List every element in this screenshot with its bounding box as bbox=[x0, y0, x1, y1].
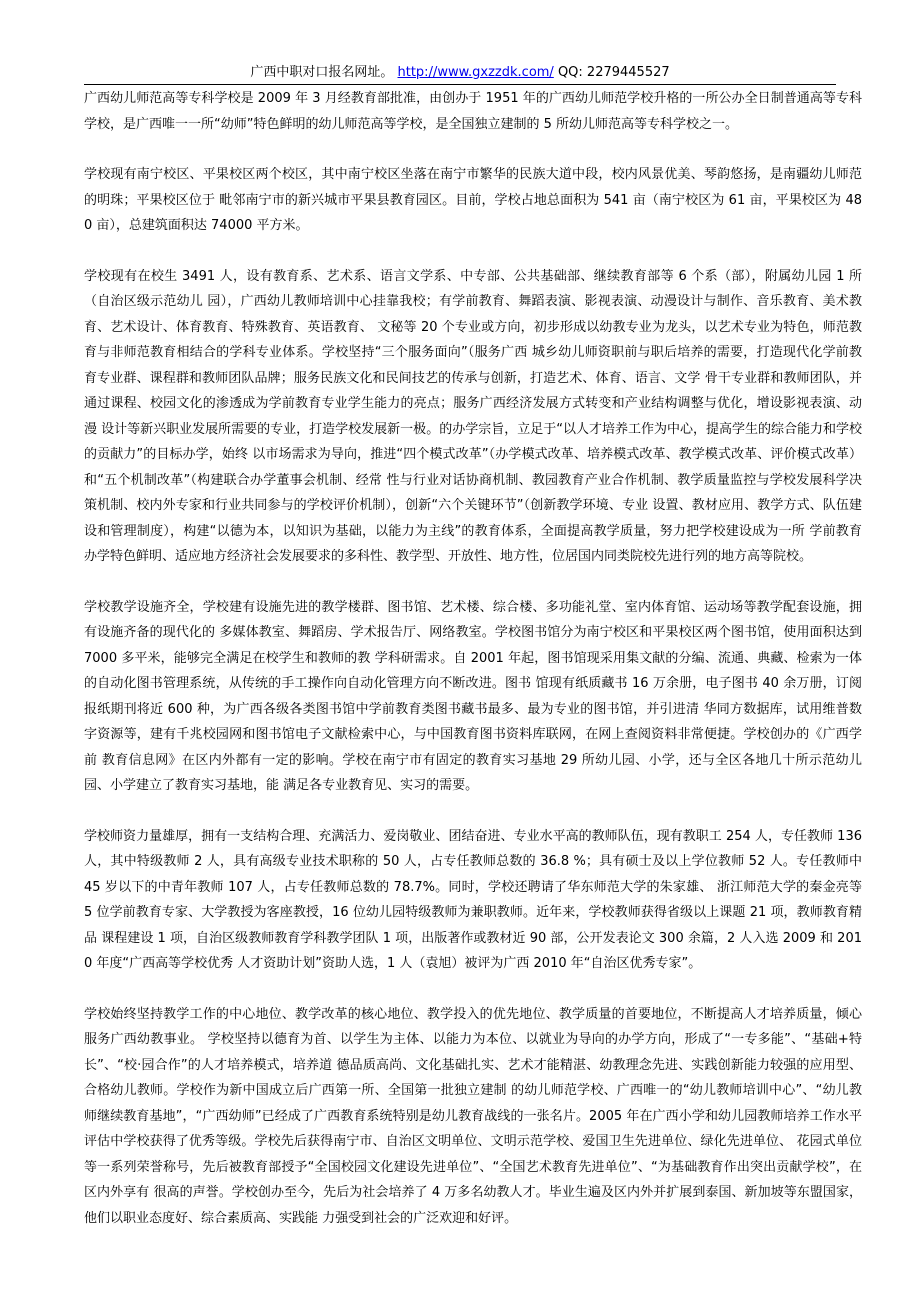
paragraph-facilities: 学校教学设施齐全，学校建有设施先进的教学楼群、图书馆、艺术楼、综合楼、多功能礼堂、室内体育馆、运动场等教学配套设施，拥有设施齐备的现代化的 多媒体教室、舞蹈房、学术报告厅、网络教室。学校图书馆分为南宁校区和平果校区两个图书馆，使用面积达到 7000 多平米，能够完全满足在校学生和教师的教 学科研需求。自 2001 年起，图书馆现采用集文献的分编、流通、典藏、检索为一体的自动化图书管理系统，从传统的手工操作向自动化管理方向不断改进。图书 馆现有纸质藏书 16 万余册，电子图书 40 余万册，订阅报纸期刊将近 600 种，为广西各级各类图书馆中学前教育类图书藏书最多、最为专业的图书馆，并引进清 华同方数据库，试用维普数字资源等，建有千兆校园网和图书馆电子文献检索中心，与中国教育图书资料库联网，在网上查阅资料非常便捷。学校创办的《广西学前 教育信息网》在区内外都有一定的影响。学校在南宁市有固定的教育实习基地 29 所幼儿园、小学，还与全区各地几十所示范幼儿园、小学建立了教育实习基地，能 满足各专业教育见、实习的需要。 bbox=[84, 599, 862, 793]
paragraph-campus: 学校现有南宁校区、平果校区两个校区，其中南宁校区坐落在南宁市繁华的民族大道中段，校内风景优美、琴韵悠扬，是南疆幼儿师范的明珠；平果校区位于 毗邻南宁市的新兴城市平果县教育园区。目前，学校占地总面积为 541 亩（南宁校区为 61 亩，平果校区为 480 亩），总建筑面积达 74000 平方米。 bbox=[84, 167, 862, 233]
article-body bbox=[84, 86, 862, 1256]
page-header bbox=[0, 64, 920, 82]
paragraph-teaching: 学校始终坚持教学工作的中心地位、教学改革的核心地位、教学投入的优先地位、教学质量的首要地位，不断提高人才培养质量，倾心服务广西幼教事业。 学校坚持以德育为首、以学生为主体、以能力为本位、以就业为导向的办学方向，形成了“一专多能”、“基础+特长”、“校·园合作”的人才培养模式，培养道 德品质高尚、文化基础扎实、艺术才能精湛、幼教理念先进、实践创新能力较强的应用型、合格幼儿教师。学校作为新中国成立后广西第一所、全国第一批独立建制 的幼儿师范学校、广西唯一的“幼儿教师培训中心”、“幼儿教师继续教育基地”，“广西幼师”已经成了广西教育系统特别是幼儿教育战线的一张名片。2005 年在广西小学和幼儿园教师培养工作水平评估中学校获得了优秀等级。学校先后获得南宁市、自治区文明单位、文明示范学校、爱国卫生先进单位、绿化先进单位、 花园式单位等一系列荣誉称号，先后被教育部授予“全国校园文化建设先进单位”、“全国艺术教育先进单位”、“为基础教育作出突出贡献学校”，在区内外享有 很高的声誉。学校创办至今，先后为社会培养了 4 万多名幼教人才。毕业生遍及区内外并扩展到泰国、新加坡等东盟国家，他们以职业态度好、综合素质高、实践能 力强受到社会的广泛欢迎和好评。 bbox=[84, 1006, 862, 1226]
header-prefix: 广西中职对口报名网址。 bbox=[250, 65, 394, 80]
paragraph-departments: 学校现有在校生 3491 人，设有教育系、艺术系、语言文学系、中专部、公共基础部、继续教育部等 6 个系（部），附属幼儿园 1 所（自治区级示范幼儿 园），广西幼儿教师培训中心挂靠我校；有学前教育、舞蹈表演、影视表演、动漫设计与制作、音乐教育、美术教育、艺术设计、体育教育、特殊教育、英语教育、 文秘等 20 个专业或方向，初步形成以幼教专业为龙头，以艺术专业为特色，师范教育与非师范教育相结合的学科专业体系。学校坚持“三个服务面向”（服务广西 城乡幼儿师资职前与职后培养的需要，打造现代化学前教育专业群、课程群和教师团队品牌；服务民族文化和民间技艺的传承与创新，打造艺术、体育、语言、文学 骨干专业群和教师团队，并通过课程、校园文化的渗透成为学前教育专业学生能力的亮点；服务广西经济发展方式转变和产业结构调整与优化，增设影视表演、动漫 设计等新兴职业发展所需要的专业，打造学校发展新一极。的办学宗旨，立足于“以人才培养工作为中心，提高学生的综合能力和学校的贡献力”的目标办学，始终 以市场需求为导向，推进“四个模式改革”（办学模式改革、培养模式改革、教学模式改革、评价模式改革）和“五个机制改革”（构建联合办学董事会机制、经常 性与行业对话协商机制、教园教育产业合作机制、教学质量监控与学校发展科学决策机制、校内外专家和行业共同参与的学校评价机制），创新“六个关键环节”（创新教学环境、专业 设置、教材应用、教学方式、队伍建设和管理制度），构建“以德为本，以知识为基础，以能力为主线”的教育体系，全面提高教学质量，努力把学校建设成为一所 学前教育办学特色鲜明、适应地方经济社会发展要求的多科性、教学型、开放性、地方性，位居国内同类院校先进行列的地方高等院校。 bbox=[84, 268, 862, 564]
paragraph-faculty: 学校师资力量雄厚，拥有一支结构合理、充满活力、爱岗敬业、团结奋进、专业水平高的教师队伍，现有教职工 254 人，专任教师 136 人，其中特级教师 2 人，具有高级专业技术职称的 50 人，占专任教师总数的 36.8 %；具有硕士及以上学位教师 52 人。专任教师中 45 岁以下的中青年教师 107 人，占专任教师总数的 78.7%。同时，学校还聘请了华东师范大学的朱家雄、 浙江师范大学的秦金亮等 5 位学前教育专家、大学教授为客座教授，16 位幼儿园特级教师为兼职教师。近年来，学校教师获得省级以上课题 21 项，教师教育精品 课程建设 1 项，自治区级教师教育学科教学团队 1 项，出版著作或教材近 90 部，公开发表论文 300 余篇，2 人入选 2009 和 2010 年度“广西高等学校优秀 人才资助计划”资助人选，1 人（袁旭）被评为广西 2010 年“自治区优秀专家”。 bbox=[84, 828, 862, 971]
header-qq: QQ: 2279445527 bbox=[557, 65, 670, 80]
header-divider bbox=[84, 84, 836, 85]
paragraph-intro: 广西幼儿师范高等专科学校是 2009 年 3 月经教育部批准，由创办于 1951 年的广西幼儿师范学校升格的一所公办全日制普通高等专科学校，是广西唯一一所“幼师”特色鲜明的幼儿师范高等学校，是全国独立建制的 5 所幼儿师范高等专科学校之一。 bbox=[84, 91, 862, 132]
website-link[interactable]: http://www.gxzzdk.com/ bbox=[397, 65, 554, 80]
